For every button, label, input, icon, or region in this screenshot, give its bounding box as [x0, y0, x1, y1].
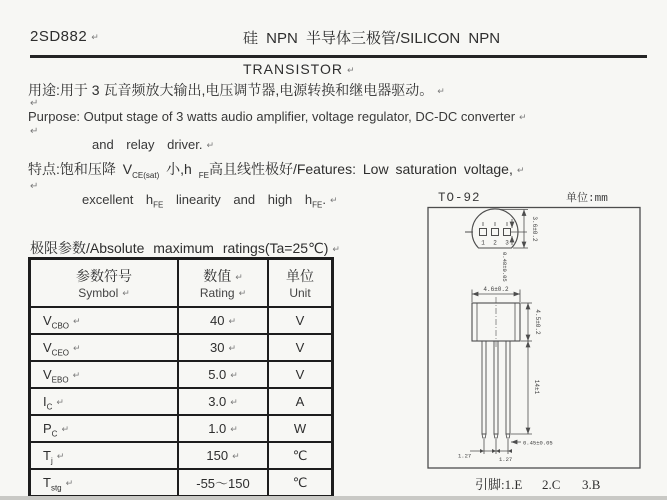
unit-cell: V — [268, 334, 333, 361]
symbol-cell: $P_C↵$ — [30, 415, 179, 442]
paragraph-mark: ↵ — [346, 65, 356, 75]
pitch-arrow — [480, 449, 484, 453]
pitch-arrow — [496, 449, 500, 453]
paragraph-mark: ↵ — [56, 451, 65, 461]
rating-cell: 1.0 ↵ — [178, 415, 268, 442]
rating-cell: 40 ↵ — [178, 307, 268, 334]
dim-pitch-right: 1.27 — [499, 456, 513, 463]
unit-cell: V — [268, 307, 333, 334]
to92-package-drawing — [420, 186, 667, 500]
package-name-label: TO-92 — [438, 191, 481, 205]
rating-cell: 30 ↵ — [178, 334, 268, 361]
pin1-pad — [480, 229, 487, 236]
purpose-en-cont — [92, 137, 214, 152]
symbol-cell: $T_j↵$ — [30, 442, 179, 469]
features-line2 — [82, 192, 338, 210]
ratings-heading-text: 极限参数/Absolute maximum ratings(Ta=25℃) — [30, 240, 329, 256]
lead-2 — [494, 341, 498, 434]
paragraph-mark: ↵ — [228, 316, 236, 326]
features-sub1: CE(sat) — [132, 170, 160, 180]
rating-cell: 3.0 ↵ — [178, 388, 268, 415]
unit-cell: ℃ — [268, 469, 333, 497]
dim-depth: 3.6±0.2 — [531, 216, 538, 242]
absolute-maximum-ratings-table — [28, 257, 334, 498]
title-line2-text: TRANSISTOR — [243, 61, 343, 77]
pinout-2: 2.C — [542, 477, 561, 492]
lead-1 — [482, 341, 486, 434]
purpose-zh-text: 用途:用于 3 瓦音频放大输出,电压调节器,电源转换和继电器驱动。 — [28, 82, 434, 98]
pinout-3: 3.B — [582, 477, 601, 492]
paragraph-mark: ↵ — [73, 343, 81, 353]
col-rating-zh: 数值 ↵ — [203, 268, 243, 284]
table-row-pc — [30, 415, 333, 442]
ratings-heading — [30, 238, 340, 258]
header-rule — [30, 55, 647, 58]
paragraph-mark: ↵ — [122, 288, 130, 298]
paragraph-mark: ↵ — [230, 424, 238, 434]
symbol-cell: $V_{CBO}↵$ — [30, 307, 179, 334]
paragraph-mark: ↵ — [91, 32, 100, 42]
pinout-caption — [475, 477, 601, 492]
paragraph-mark: ↵ — [230, 370, 238, 380]
table-row-tstg — [30, 469, 333, 497]
paragraph-mark: ↵ — [56, 397, 64, 407]
symbol-cell: $V_{CEO}↵$ — [30, 334, 179, 361]
unit-cell: W — [268, 415, 333, 442]
col-symbol-en: Symbol ↵ — [78, 286, 130, 300]
pinout-1: 引脚:1.E — [475, 477, 523, 492]
purpose-zh — [28, 80, 445, 100]
paragraph-mark: ↵ — [30, 126, 39, 137]
col-rating-en: Rating ↵ — [199, 286, 247, 300]
table-row-ic — [30, 388, 333, 415]
table-row-vceo — [30, 334, 333, 361]
part-number — [30, 28, 99, 45]
page-title-line2 — [243, 61, 356, 77]
paragraph-mark: ↵ — [65, 478, 74, 488]
purpose-en — [28, 109, 527, 124]
page-title: 硅 NPN 半导体三极管/SILICON NPN — [243, 30, 501, 47]
features2-seg3: . — [322, 192, 326, 207]
features2-sub1: FE — [153, 200, 164, 210]
col-unit-header — [268, 259, 333, 308]
dim-lead-length: 14±1 — [533, 379, 540, 395]
paragraph-mark: ↵ — [235, 272, 243, 282]
paragraph-mark: ↵ — [332, 244, 340, 254]
front-view — [458, 286, 553, 463]
dim-pitch-left: 1.27 — [458, 452, 472, 460]
col-rating-header — [178, 259, 268, 308]
paragraph-mark: ↵ — [519, 112, 527, 122]
table-header-row — [30, 259, 333, 308]
col-unit-en: Unit — [289, 286, 311, 300]
rating-cell: 150 ↵ — [178, 442, 268, 469]
features2-seg2: linearity and high h — [163, 192, 313, 207]
dim-body-height: 4.5±0.2 — [534, 309, 541, 335]
features2-sub2: FE — [312, 200, 323, 210]
symbol-cell: $I_C↵$ — [30, 388, 179, 415]
pitch-arrow — [508, 449, 512, 453]
symbol-cell: $V_{EBO}↵$ — [30, 361, 179, 388]
pin2-pad — [492, 229, 499, 236]
paragraph-mark: ↵ — [61, 424, 69, 434]
drawing-frame — [428, 208, 640, 469]
paragraph-mark: ↵ — [230, 397, 238, 407]
purpose-en2-text: and relay driver. — [92, 137, 203, 152]
unit-cell: ℃ — [268, 442, 333, 469]
pitch-arrow — [492, 449, 496, 453]
lead-3 — [506, 341, 510, 434]
symbol-cell: $T_{stg}↵$ — [30, 469, 179, 497]
features-line — [28, 159, 524, 179]
unit-label: 单位:mm — [566, 193, 608, 205]
paragraph-mark: ↵ — [330, 195, 338, 205]
dim-body-width: 4.6±0.2 — [483, 286, 509, 293]
unit-cell: V — [268, 361, 333, 388]
paragraph-mark: ↵ — [206, 140, 215, 150]
features-seg2: 小,h — [159, 161, 199, 177]
part-number-text: 2SD882 — [30, 28, 88, 45]
paragraph-mark: ↵ — [228, 343, 236, 353]
purpose-en-text: Purpose: Output stage of 3 watts audio amplifier, voltage regulator, DC-DC converter — [28, 109, 516, 124]
table-row-vebo — [30, 361, 333, 388]
pin3-pad — [504, 229, 511, 236]
unit-cell: A — [268, 388, 333, 415]
pin3-number: 3 — [505, 239, 509, 247]
features-seg3: 高且线性极好/Features: Low saturation voltage, — [208, 161, 513, 177]
features2-seg1: excellent h — [82, 192, 154, 207]
lead-3-tip — [506, 434, 510, 438]
paragraph-mark: ↵ — [238, 288, 247, 298]
scan-bottom-edge — [0, 496, 667, 500]
paragraph-mark: ↵ — [72, 370, 81, 380]
rating-cell: -55～150 — [178, 469, 268, 497]
paragraph-mark: ↵ — [516, 165, 525, 175]
col-unit-zh: 单位 — [286, 268, 314, 284]
paragraph-mark: ↵ — [437, 86, 445, 96]
col-symbol-zh: 参数符号 — [76, 268, 132, 284]
paragraph-mark: ↵ — [73, 316, 81, 326]
top-view — [465, 209, 538, 282]
features-seg1: 特点:饱和压降 V — [28, 161, 133, 177]
paragraph-mark: ↵ — [30, 98, 39, 109]
col-symbol-header — [30, 259, 179, 308]
features-sub2: FE — [198, 170, 209, 180]
dim-lead-thickness: 0.48±0.05 — [501, 252, 508, 282]
lead-2-tip — [494, 434, 498, 438]
rating-cell: 5.0 ↵ — [178, 361, 268, 388]
table-row-vcbo — [30, 307, 333, 334]
table-row-tj — [30, 442, 333, 469]
paragraph-mark: ↵ — [30, 181, 39, 192]
lead-1-tip — [482, 434, 486, 438]
pin1-number: 1 — [481, 239, 485, 247]
paragraph-mark: ↵ — [232, 451, 240, 461]
dim-lead-width: 0.45±0.05 — [523, 439, 553, 447]
pin2-number: 2 — [493, 239, 497, 247]
